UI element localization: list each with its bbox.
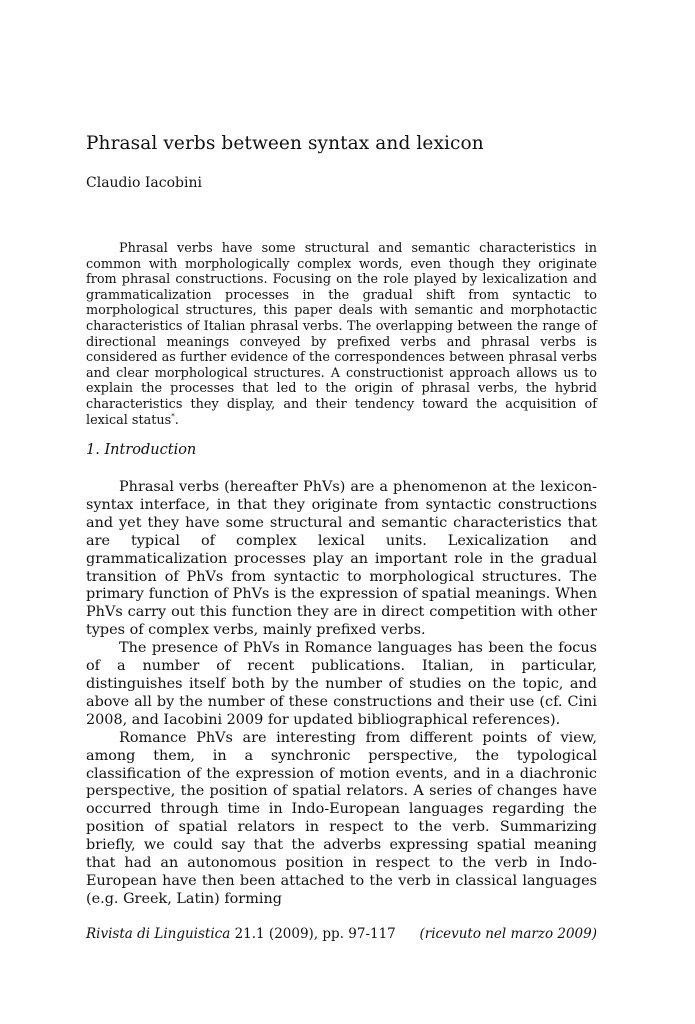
abstract-text: Phrasal verbs have some structural and semantic characteristics in common with morphologically complex words, even though they originate from phrasal constructions. Focusing on the role played by lexicalization and grammaticalization processes in the gradual shift from syntactic to morphological structures, this paper deals with semantic and morphotactic characteristics of Italian phrasal verbs. The overlapping between the range of directional meanings conveyed by prefixed verbs and phrasal verbs is considered as further evidence of the correspondences between phrasal verbs and clear morphological structures. A constructionist approach allows us to explain the processes that led to the origin of phrasal verbs, the hybrid characteristics they display, and their tendency toward the acquisition of lexical status xyxy=(86,241,597,428)
paragraph: The presence of PhVs in Romance languages has been the focus of a number of recent publications. Italian, in particular, distinguishes itself both by the number of studies on the topic, and above all by the number of these constructions and their use (cf. Cini 2008, and Iacobini 2009 for updated bibliographical references). xyxy=(86,640,597,728)
section-heading: 1. Introduction xyxy=(86,442,197,458)
author-name: Claudio Iacobini xyxy=(86,175,202,191)
journal-name: Rivista di Linguistica xyxy=(86,926,231,942)
abstract-end: . xyxy=(174,412,179,428)
body-text xyxy=(86,479,597,909)
paragraph: Phrasal verbs (hereafter PhVs) are a phenomenon at the lexicon-syntax interface, in that they originate from syntactic constructions and yet they have some structural and semantic characteristics that are typical of complex lexical units. Lexicalization and grammaticalization processes play an important role in the gradual transition of PhVs from syntactic to morphological structures. The primary function of PhVs is the expression of spatial meanings. When PhVs carry out this function they are in direct competition with other types of complex verbs, mainly prefixed verbs. xyxy=(86,479,597,639)
journal-issue: 21.1 (2009), pp. 97-117 xyxy=(234,926,396,942)
paper-title: Phrasal verbs between syntax and lexicon xyxy=(86,133,484,154)
abstract xyxy=(86,241,597,428)
received-date: (ricevuto nel marzo 2009) xyxy=(419,926,597,942)
footnote-mark: * xyxy=(171,412,175,421)
paragraph: Romance PhVs are interesting from different points of view, among them, in a synchronic perspective, the typological classification of the expression of motion events, and in a diachronic perspective, the position of spatial relators. A series of changes have occurred through time in Indo-European languages regarding the position of spatial relators in respect to the verb. Summarizing briefly, we could say that the adverbs expressing spatial meaning that had an autonomous position in respect to the verb in Indo-European have then been attached to the verb in classical languages (e.g. Greek, Latin) forming xyxy=(86,729,597,907)
footer-citation xyxy=(86,926,396,942)
